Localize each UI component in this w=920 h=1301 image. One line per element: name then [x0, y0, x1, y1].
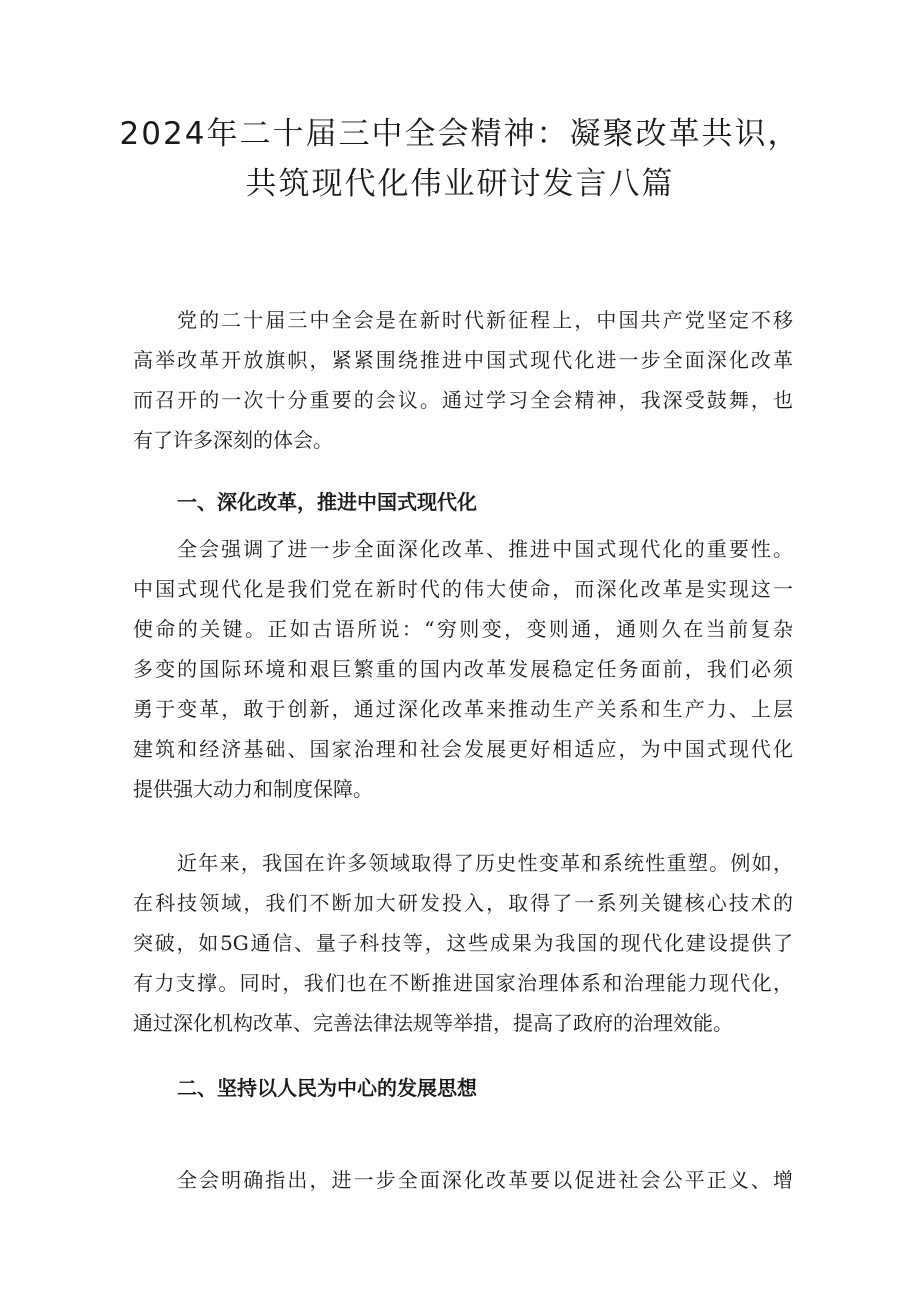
paragraph-line: 党的二十届三中全会是在新时代新征程上，中国共产党坚定不移	[177, 308, 793, 332]
document-title-line-2: 共筑现代化伟业研讨发言八篇	[245, 166, 675, 202]
paragraph-line: 近年来，我国在许多领域取得了历史性变革和系统性重塑。例如，	[177, 851, 793, 875]
paragraph-reform	[133, 529, 793, 809]
paragraph-line: 使命的关键。正如古语所说：“穷则变，变则通，通则久在当前复杂	[133, 617, 793, 641]
paragraph-line: 高举改革开放旗帜，紧紧围绕推进中国式现代化进一步全面深化改革	[133, 348, 793, 372]
paragraph-line: 多变的国际环境和艰巨繁重的国内改革发展稳定任务面前，我们必须	[133, 657, 793, 681]
paragraph-achievements	[133, 843, 793, 1043]
paragraph-line: 在科技领域，我们不断加大研发投入，取得了一系列关键核心技术的	[133, 891, 793, 915]
section-heading-1: 一、深化改革，推进中国式现代化	[177, 490, 477, 514]
paragraph-people-centered	[133, 1160, 793, 1200]
paragraph-line: 通过深化机构改革、完善法律法规等举措，提高了政府的治理效能。	[133, 1011, 733, 1035]
section-heading-2: 二、坚持以人民为中心的发展思想	[177, 1076, 477, 1100]
paragraph-line: 全会明确指出，进一步全面深化改革要以促进社会公平正义、增	[177, 1168, 793, 1192]
paragraph-line: 全会强调了进一步全面深化改革、推进中国式现代化的重要性。	[177, 537, 793, 561]
paragraph-line: 勇于变革，敢于创新，通过深化改革来推动生产关系和生产力、上层	[133, 697, 793, 721]
paragraph-line: 而召开的一次十分重要的会议。通过学习全会精神，我深受鼓舞，也	[133, 388, 793, 412]
paragraph-intro	[133, 300, 793, 460]
document-title-line-1: 2024年二十届三中全会精神：凝聚改革共识，	[119, 116, 801, 152]
paragraph-line: 有力支撑。同时，我们也在不断推进国家治理体系和治理能力现代化，	[133, 971, 793, 995]
paragraph-line: 有了许多深刻的体会。	[133, 428, 333, 452]
paragraph-line: 突破，如5G通信、量子科技等，这些成果为我国的现代化建设提供了	[133, 931, 793, 955]
paragraph-line: 提供强大动力和制度保障。	[133, 777, 373, 801]
paragraph-line: 中国式现代化是我们党在新时代的伟大使命，而深化改革是实现这一	[133, 577, 793, 601]
paragraph-line: 建筑和经济基础、国家治理和社会发展更好相适应，为中国式现代化	[133, 737, 793, 761]
